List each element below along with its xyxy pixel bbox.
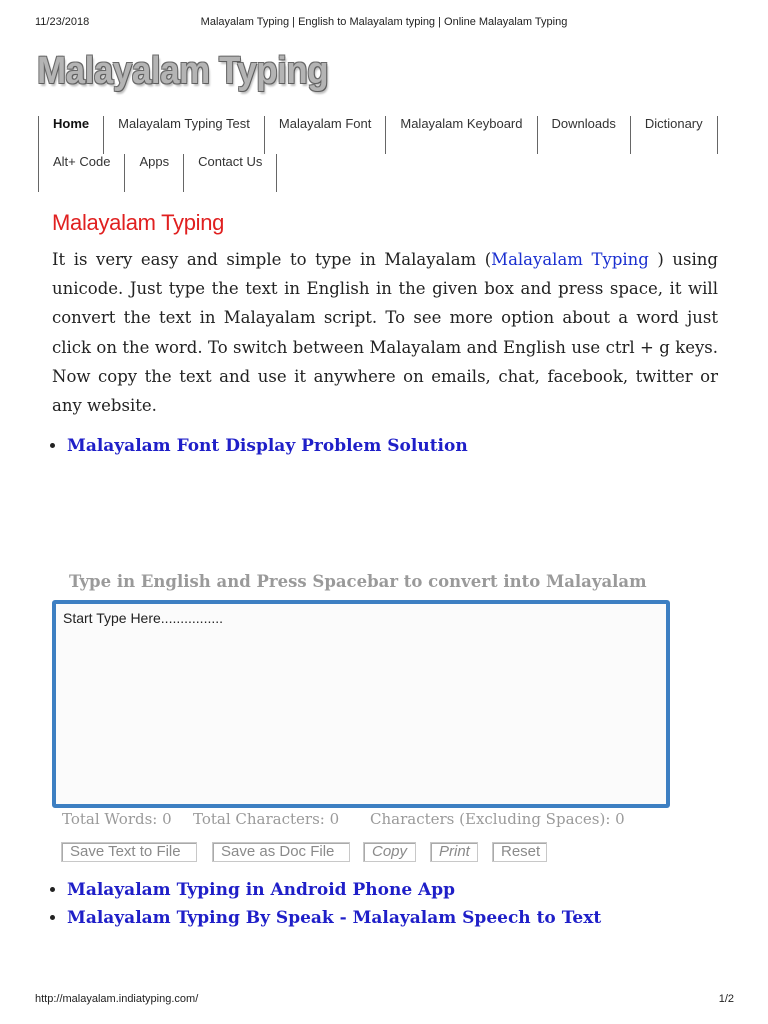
list-item [67,908,601,928]
save-doc-button[interactable]: Save as Doc File [212,842,350,862]
editor-instruction: Type in English and Press Spacebar to convert into Malayalam [69,572,647,591]
print-button[interactable]: Print [430,842,478,862]
nav-item-malayalam-keyboard[interactable]: Malayalam Keyboard [385,116,536,154]
font-display-problem-link[interactable]: Malayalam Font Display Problem Solution [67,436,468,456]
nav-item-malayalam-font[interactable]: Malayalam Font [264,116,385,154]
android-app-link[interactable]: Malayalam Typing in Android Phone App [67,880,456,900]
nav-item-typing-test[interactable]: Malayalam Typing Test [103,116,264,154]
intro-text-end: ) using unicode. Just type the text in English in the given box and press space, it will convert the text in Malayalam script. To see more option about a word just click on the word. To switch between Malayalam and English use ctrl + g keys. Now copy the text and use it anywhere on emails, chat, facebook, twitter or any website. [52,250,718,416]
nav-item-apps[interactable]: Apps [124,154,183,192]
nav-item-downloads[interactable]: Downloads [537,116,630,154]
nav-item-dictionary[interactable]: Dictionary [630,116,718,154]
total-words-count: Total Words: 0 [62,810,172,828]
save-text-button[interactable]: Save Text to File [61,842,197,862]
intro-paragraph [52,245,718,420]
main-navigation [38,116,703,192]
nav-item-home[interactable]: Home [38,116,103,154]
copy-button[interactable]: Copy [363,842,416,862]
print-page-title: Malayalam Typing | English to Malayalam typing | Online Malayalam Typing [200,16,568,28]
nav-item-contact-us[interactable]: Contact Us [183,154,277,192]
typing-textarea[interactable]: Start Type Here................ [52,600,670,808]
print-date: 11/23/2018 [35,16,90,28]
print-footer-url: http://malayalam.indiatyping.com/ [35,993,199,1005]
intro-text-start: It is very easy and simple to type in Malayalam ( [52,250,492,269]
list-item [67,436,468,456]
print-page-number: 1/2 [718,993,734,1005]
site-logo[interactable]: Malayalam Typing [37,50,329,92]
nav-item-alt-code[interactable]: Alt+ Code [38,154,124,192]
speech-to-text-link[interactable]: Malayalam Typing By Speak - Malayalam Speech to Text [67,908,602,928]
bottom-links-list [48,880,601,936]
total-characters-count: Total Characters: 0 [193,810,340,828]
page-heading: Malayalam Typing [52,210,225,235]
nav-row-1 [38,116,703,154]
characters-excluding-spaces-count: Characters (Excluding Spaces): 0 [370,810,625,828]
reset-button[interactable]: Reset [492,842,547,862]
font-help-list [48,436,468,456]
list-item [67,880,601,900]
nav-row-2 [38,154,688,192]
malayalam-typing-link[interactable]: Malayalam Typing [491,250,649,269]
